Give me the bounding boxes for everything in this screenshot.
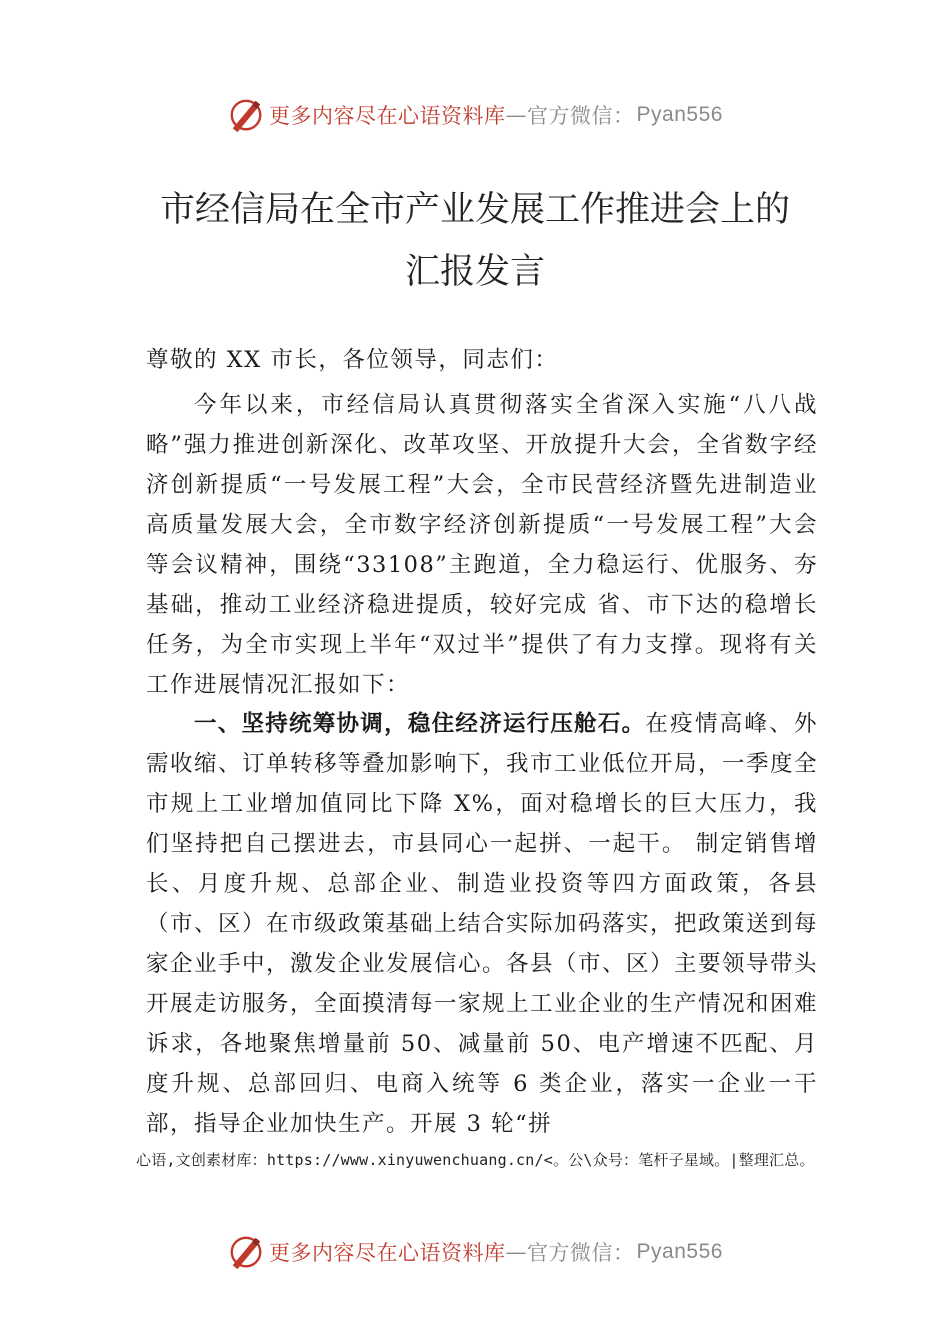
banner-red-text: 更多内容尽在心语资料库 bbox=[269, 1241, 506, 1265]
document-title-line2: 汇报发言 bbox=[404, 252, 545, 292]
paragraph-intro: 今年以来，市经信局认真贯彻落实全省深入实施“八八战略”强力推进创新深化、改革攻坚、开放提升大会，全省数字经济创新提质“一号发展工程”大会，全市民营经济暨先进制造业高质量发展大会，全市数字经济创新提质“一号发展工程”大会等会议精神，围绕“33108”主跑道，全力稳运行、优服务、夯基础，推动工业经济稳进提质，较好完成 省、市下达的稳增长任务，为全市实现上半年“双过半”提供了有力支撑。现将有关工作进展情况汇报如下： bbox=[146, 392, 818, 698]
document-title-line1: 市经信局在全市产业发展工作推进会上的 bbox=[159, 190, 790, 230]
banner-red-text: 更多内容尽在心语资料库 bbox=[269, 104, 506, 128]
salutation: 尊敬的 XX 市长，各位领导，同志们： bbox=[146, 347, 559, 373]
paragraph-section-one bbox=[146, 704, 818, 1144]
wechat-id: Pyan556 bbox=[636, 103, 723, 126]
banner-gray-text: 官方微信： bbox=[527, 1241, 635, 1265]
pen-logo-icon bbox=[227, 96, 265, 134]
footer-banner bbox=[0, 1233, 950, 1271]
banner-dash: — bbox=[505, 1240, 528, 1264]
banner-dash: — bbox=[505, 103, 528, 127]
pen-logo-icon bbox=[227, 1233, 265, 1271]
header-banner bbox=[0, 96, 950, 134]
source-note: 心语,文创素材库：https://www.xinyuwenchuang.cn/<。公\众号：笔杆子星域。|整理汇总。 bbox=[136, 1151, 815, 1169]
section-heading: 一、坚持统筹协调，稳住经济运行压舱石。 bbox=[194, 711, 646, 736]
section-body: 在疫情高峰、外需收缩、订单转移等叠加影响下，我市工业低位开局，一季度全市规上工业增加值同比下降 X%，面对稳增长的巨大压力，我们坚持把自己摆进去，市县同心一起拼、一起干。 制定销售增长、月度升规、总部企业、制造业投资等四方面政策，各县（市、区）在市级政策基础上结合实际加码落实，把政策送到每家企业手中，激发企业发展信心。各县（市、区）主要领导带头开展走访服务，全面摸清每一家规上工业企业的生产情况和困难诉求，各地聚焦增量前 50、减量前 50、电产增速不匹配、月度升规、总部回归、电商入统等 6 类企业，落实一企业一干部，指导企业加快生产。开展 3 轮“拼 bbox=[146, 711, 819, 1137]
wechat-id: Pyan556 bbox=[636, 1240, 723, 1263]
banner-gray-text: 官方微信： bbox=[527, 104, 635, 128]
